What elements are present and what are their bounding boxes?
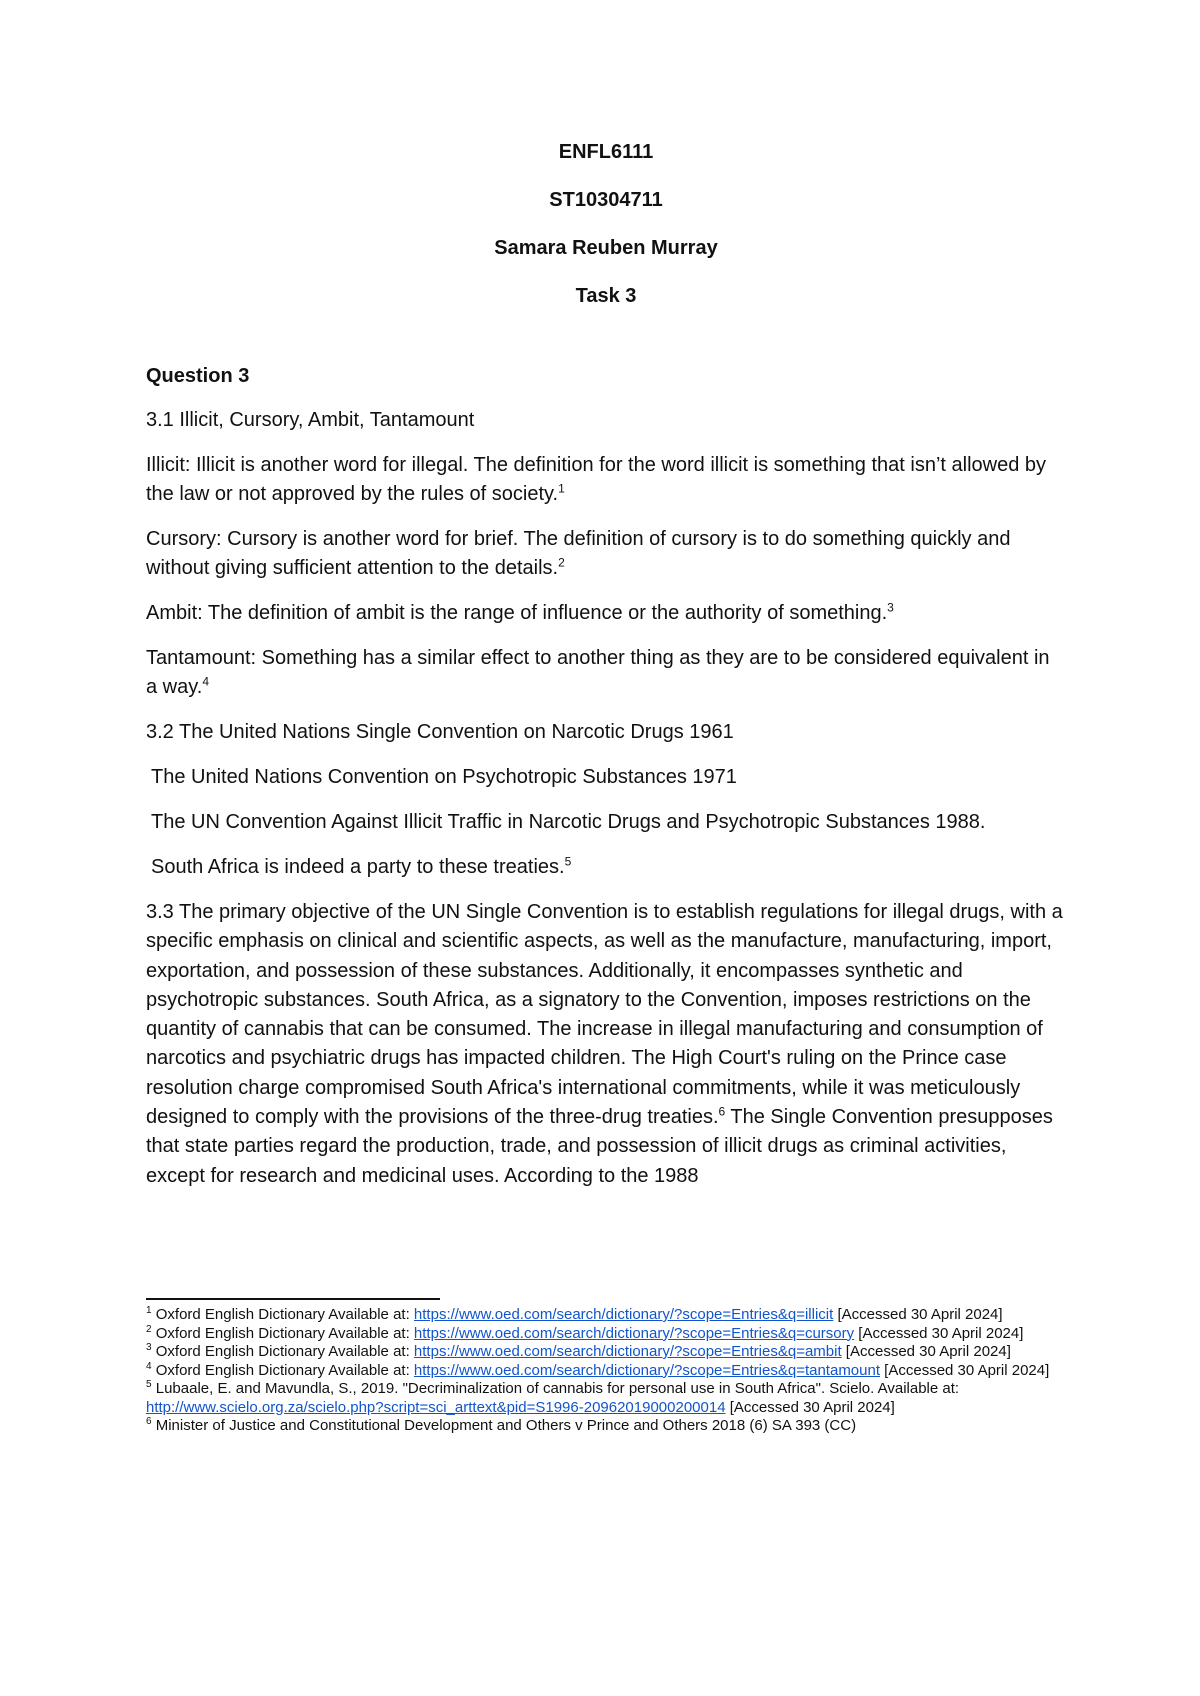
q3-3-text-a: 3.3 The primary objective of the UN Single Convention is to establish regulations for illegal drugs, with a specific emphasis on clinical and scientific aspects, as well as the manufacture, manufacturing, import, exportation, and possession of these substances. Additionally, it encompasses synthetic and psychotropic substances. South Africa, as a signatory to the Convention, imposes restrictions on the quantity of cannabis that can be consumed. The increase in illegal manufacturing and consumption of narcotics and psychiatric drugs has impacted children. The High Court's ruling on the Prince case resolution charge compromised South Africa's international commitments, while it was meticulously designed to comply with the provisions of the three-drug treaties. [146, 901, 1063, 1129]
footnote-text: Lubaale, E. and Mavundla, S., 2019. "Decriminalization of cannabis for personal use in South Africa". Scielo. Available at: [151, 1380, 960, 1397]
q3-2-line-3: The UN Convention Against Illicit Traffic in Narcotic Drugs and Psychotropic Substances 1988. [151, 811, 986, 833]
document-body [146, 140, 1066, 1191]
title-block [146, 140, 1066, 308]
illicit-definition [146, 451, 1066, 509]
footnote-number: 2 [146, 1323, 152, 1335]
footnote-text: Minister of Justice and Constitutional Development and Others v Prince and Others 2018 (6) SA 393 (CC) [151, 1417, 857, 1434]
footnote-link[interactable]: https://www.oed.com/search/dictionary/?scope=Entries&q=tantamount [413, 1361, 881, 1379]
question-heading: Question 3 [146, 365, 250, 387]
footnote-5 [146, 1380, 1056, 1417]
footnote-text: Oxford English Dictionary Available at: [151, 1324, 414, 1342]
ambit-definition [146, 599, 1066, 628]
tantamount-text: Tantamount: Something has a similar effect to another thing as they are to be considered equivalent in a way. [146, 647, 1050, 698]
cursory-definition [146, 525, 1066, 583]
footnote-text: Oxford English Dictionary Available at: [151, 1361, 414, 1379]
footnote-3 [146, 1343, 1056, 1362]
footnote-access: [Accessed 30 April 2024] [841, 1343, 1011, 1360]
footnote-number: 5 [146, 1379, 152, 1390]
footnote-link[interactable]: http://www.scielo.org.za/scielo.php?script=sci_arttext&pid=S1996-20962019000200014 [146, 1398, 726, 1416]
footnote-number: 4 [146, 1360, 152, 1372]
footnote-text: Oxford English Dictionary Available at: [151, 1306, 414, 1323]
q3-3-text-b: The Single Convention presupposes that state parties regard the production, trade, and possession of illicit drugs as criminal activities, except for research and medicinal uses. According to the 1988 [146, 1106, 1053, 1187]
footnote-ref[interactable]: 5 [564, 854, 572, 869]
q3-3-paragraph [146, 898, 1066, 1191]
footnote-4 [146, 1362, 1056, 1381]
footnote-access: [Accessed 30 April 2024] [854, 1324, 1024, 1342]
footnote-ref[interactable]: 1 [558, 481, 565, 496]
q3-2-line-2: The United Nations Convention on Psychotropic Substances 1971 [151, 766, 737, 788]
footnote-ref[interactable]: 2 [558, 555, 565, 570]
footnote-6 [146, 1417, 1056, 1436]
illicit-text: Illicit: Illicit is another word for illegal. The definition for the word illicit is something that isn’t allowed by the law or not approved by the rules of society. [146, 454, 1047, 505]
footnote-link[interactable]: https://www.oed.com/search/dictionary/?scope=Entries&q=ambit [413, 1343, 842, 1360]
footnote-ref[interactable]: 6 [718, 1104, 726, 1119]
tantamount-definition [146, 644, 1066, 702]
footnote-2 [146, 1325, 1056, 1344]
footnote-link[interactable]: https://www.oed.com/search/dictionary/?scope=Entries&q=cursory [413, 1324, 855, 1342]
footnote-access: [Accessed 30 April 2024] [833, 1306, 1003, 1323]
footnote-1 [146, 1306, 1056, 1325]
student-number: ST10304711 [549, 189, 663, 211]
ambit-text: Ambit: The definition of ambit is the range of influence or the authority of something. [146, 602, 888, 624]
task-title: Task 3 [575, 285, 637, 307]
footnote-number: 1 [146, 1305, 152, 1316]
footnote-separator [146, 1298, 440, 1300]
q3-1-intro: 3.1 Illicit, Cursory, Ambit, Tantamount [146, 409, 475, 431]
footnote-access: [Accessed 30 April 2024] [725, 1398, 895, 1416]
footnotes [146, 1306, 1056, 1436]
footnote-number: 6 [146, 1416, 152, 1427]
cursory-text: Cursory: Cursory is another word for brief. The definition of cursory is to do something quickly and without giving sufficient attention to the details. [146, 528, 1011, 579]
footnote-access: [Accessed 30 April 2024] [880, 1361, 1050, 1379]
q3-2-line-1: 3.2 The United Nations Single Convention on Narcotic Drugs 1961 [146, 721, 734, 743]
footnote-ref[interactable]: 4 [202, 674, 210, 689]
student-name: Samara Reuben Murray [494, 237, 718, 259]
footnote-text: Oxford English Dictionary Available at: [151, 1343, 414, 1360]
footnote-ref[interactable]: 3 [887, 600, 894, 615]
q3-2-line-4 [146, 853, 1066, 882]
footnote-link[interactable]: https://www.oed.com/search/dictionary/?scope=Entries&q=illicit [413, 1306, 834, 1323]
q3-2-line-4-text: South Africa is indeed a party to these treaties. [151, 856, 565, 878]
course-code: ENFL6111 [558, 141, 654, 163]
footnote-number: 3 [146, 1342, 152, 1353]
